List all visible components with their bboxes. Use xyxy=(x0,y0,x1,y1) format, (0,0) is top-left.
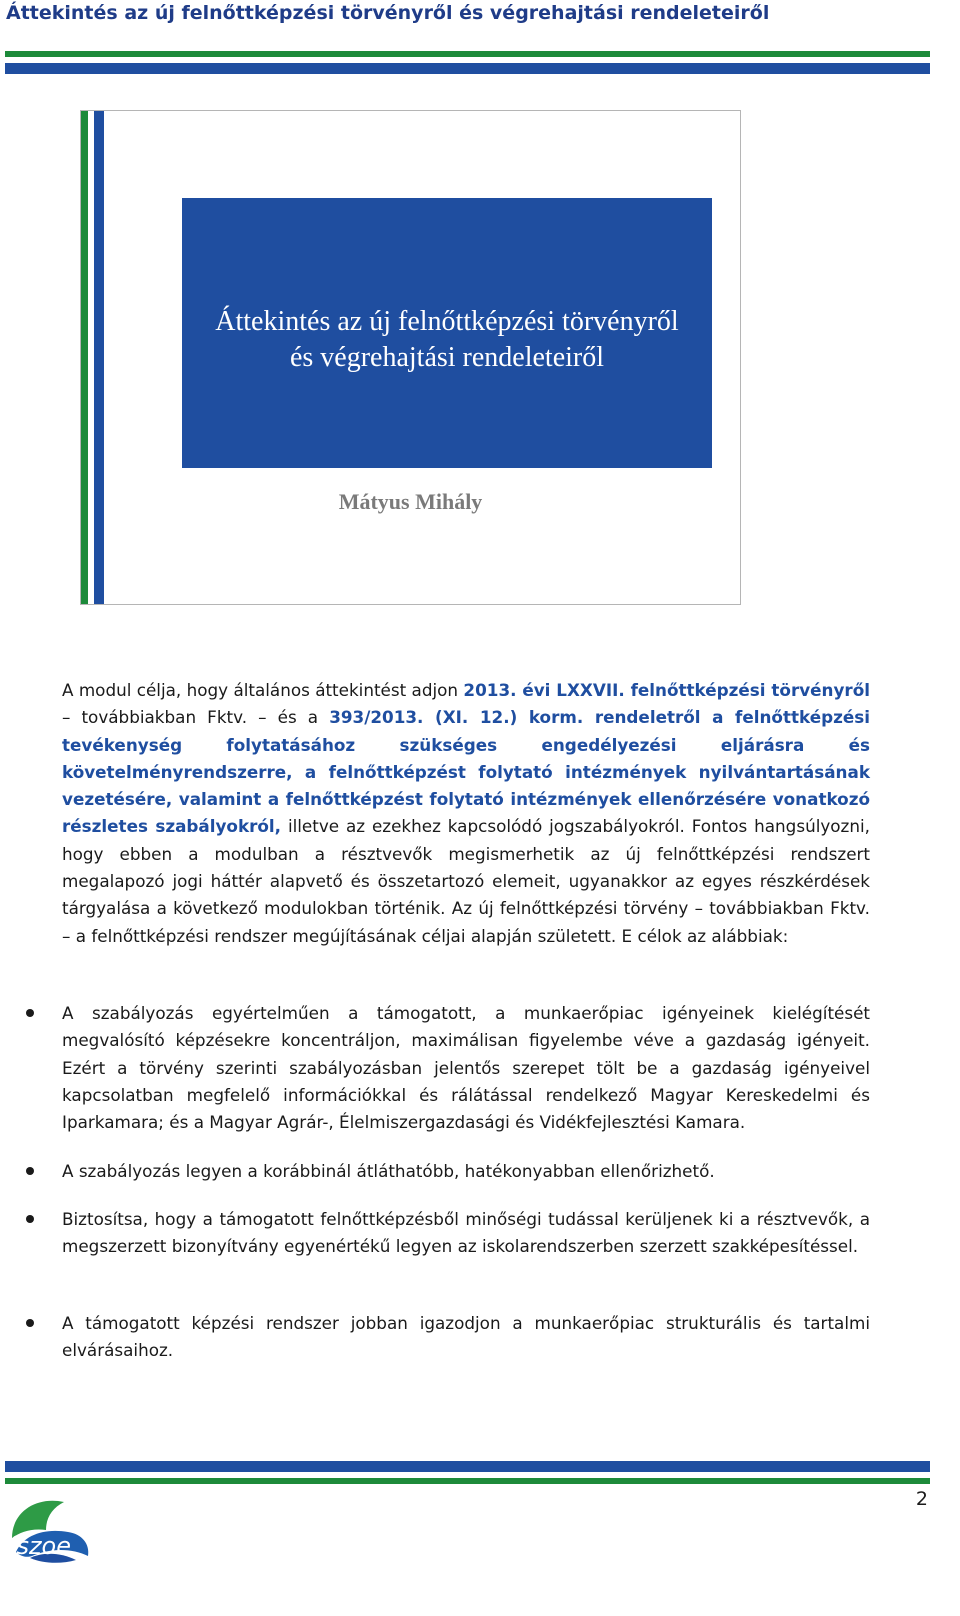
intro-paragraph xyxy=(62,677,870,950)
bullet-item-1: A szabályozás egyértelműen a támogatott, a munkaerőpiac igényeinek kielégítését megvalósító képzésekre koncentráljon, maximálisan figyelembe véve a gazdaság igényeit. Ezért a törvény szerinti szabályozásban jelentős szerepet tölt be a gazdaság igényeivel kapcsolatban megfelelő információkkal és rálátással rendelkező Magyar Kereskedelmi és Iparkamara; és a Magyar Agrár-, Élelmiszergazdasági és Vidékfejlesztési Kamara. xyxy=(62,1003,870,1133)
bullet-item-2: A szabályozás legyen a korábbinál átláthatóbb, hatékonyabban ellenőrizhető. xyxy=(62,1161,715,1181)
slide-stripe-blue xyxy=(94,111,104,604)
bullet-dot xyxy=(26,1009,34,1017)
intro-decree-reference: 393/2013. (XI. 12.) korm. rendeletről a felnőttképzési tevékenység folytatásához szükséges engedélyezési eljárásra és követelményrendszerre, a felnőttképzést folytató intézmények nyilvántartásának vezetésére, valamint a felnőttképzést folytató intézmények ellenőrzésére vonatkozó részletes szabályokról, xyxy=(62,707,870,837)
footer-rule-blue xyxy=(5,1461,930,1472)
intro-law-reference: 2013. évi LXXVII. felnőttképzési törvényről xyxy=(463,680,870,700)
bullet-dot xyxy=(26,1319,34,1327)
intro-text-1: A modul célja, hogy általános áttekintést adjon xyxy=(62,680,459,700)
slide-stripe-green xyxy=(81,111,88,604)
bullet-dot xyxy=(26,1215,34,1223)
footer-rule-green xyxy=(5,1478,930,1484)
bullet-item-4: A támogatott képzési rendszer jobban igazodjon a munkaerőpiac strukturális és tartalmi elvárásaihoz. xyxy=(62,1313,870,1361)
slide-title-box xyxy=(182,198,712,468)
intro-text-3: illetve az ezekhez kapcsolódó jogszabályokról. Fontos hangsúlyozni, hogy ebben a modulban a résztvevők megismerhetik az új felnőttképzési rendszert megalapozó jogi háttér alapvető és összetartozó elemeit, ugyanakkor az egyes részkérdések tárgyalása a következő modulokban történik. Az új felnőttképzési törvény – továbbiakban Fktv. – a felnőttképzési rendszer megújításának céljai alapján született. E célok az alábbiak: xyxy=(62,816,871,946)
slide-title-line-2: és végrehajtási rendeleteiről xyxy=(289,342,605,373)
slide-author: Mátyus Mihály xyxy=(338,489,483,514)
slide-title-line-1: Áttekintés az új felnőttképzési törvényről xyxy=(215,306,679,337)
bullet-dot xyxy=(26,1167,34,1175)
header-rule-green xyxy=(5,51,930,57)
fszoe-logo xyxy=(2,1494,94,1566)
header-rule-blue xyxy=(5,63,930,74)
logo-text: fszoe xyxy=(8,1532,71,1560)
slide-thumbnail xyxy=(80,110,741,605)
slide-title xyxy=(182,290,712,376)
bullet-item-3: Biztosítsa, hogy a támogatott felnőttképzésből minőségi tudással kerüljenek ki a résztvevők, a megszerzett bizonyítvány egyenértékű legyen az iskolarendszerben szerzett szakképesítéssel. xyxy=(62,1209,870,1257)
page-header-title: Áttekintés az új felnőttképzési törvényről és végrehajtási rendeleteiről xyxy=(6,2,770,24)
page-number: 2 xyxy=(915,1488,928,1510)
intro-text-2: – továbbiakban Fktv. – és a xyxy=(62,707,330,728)
